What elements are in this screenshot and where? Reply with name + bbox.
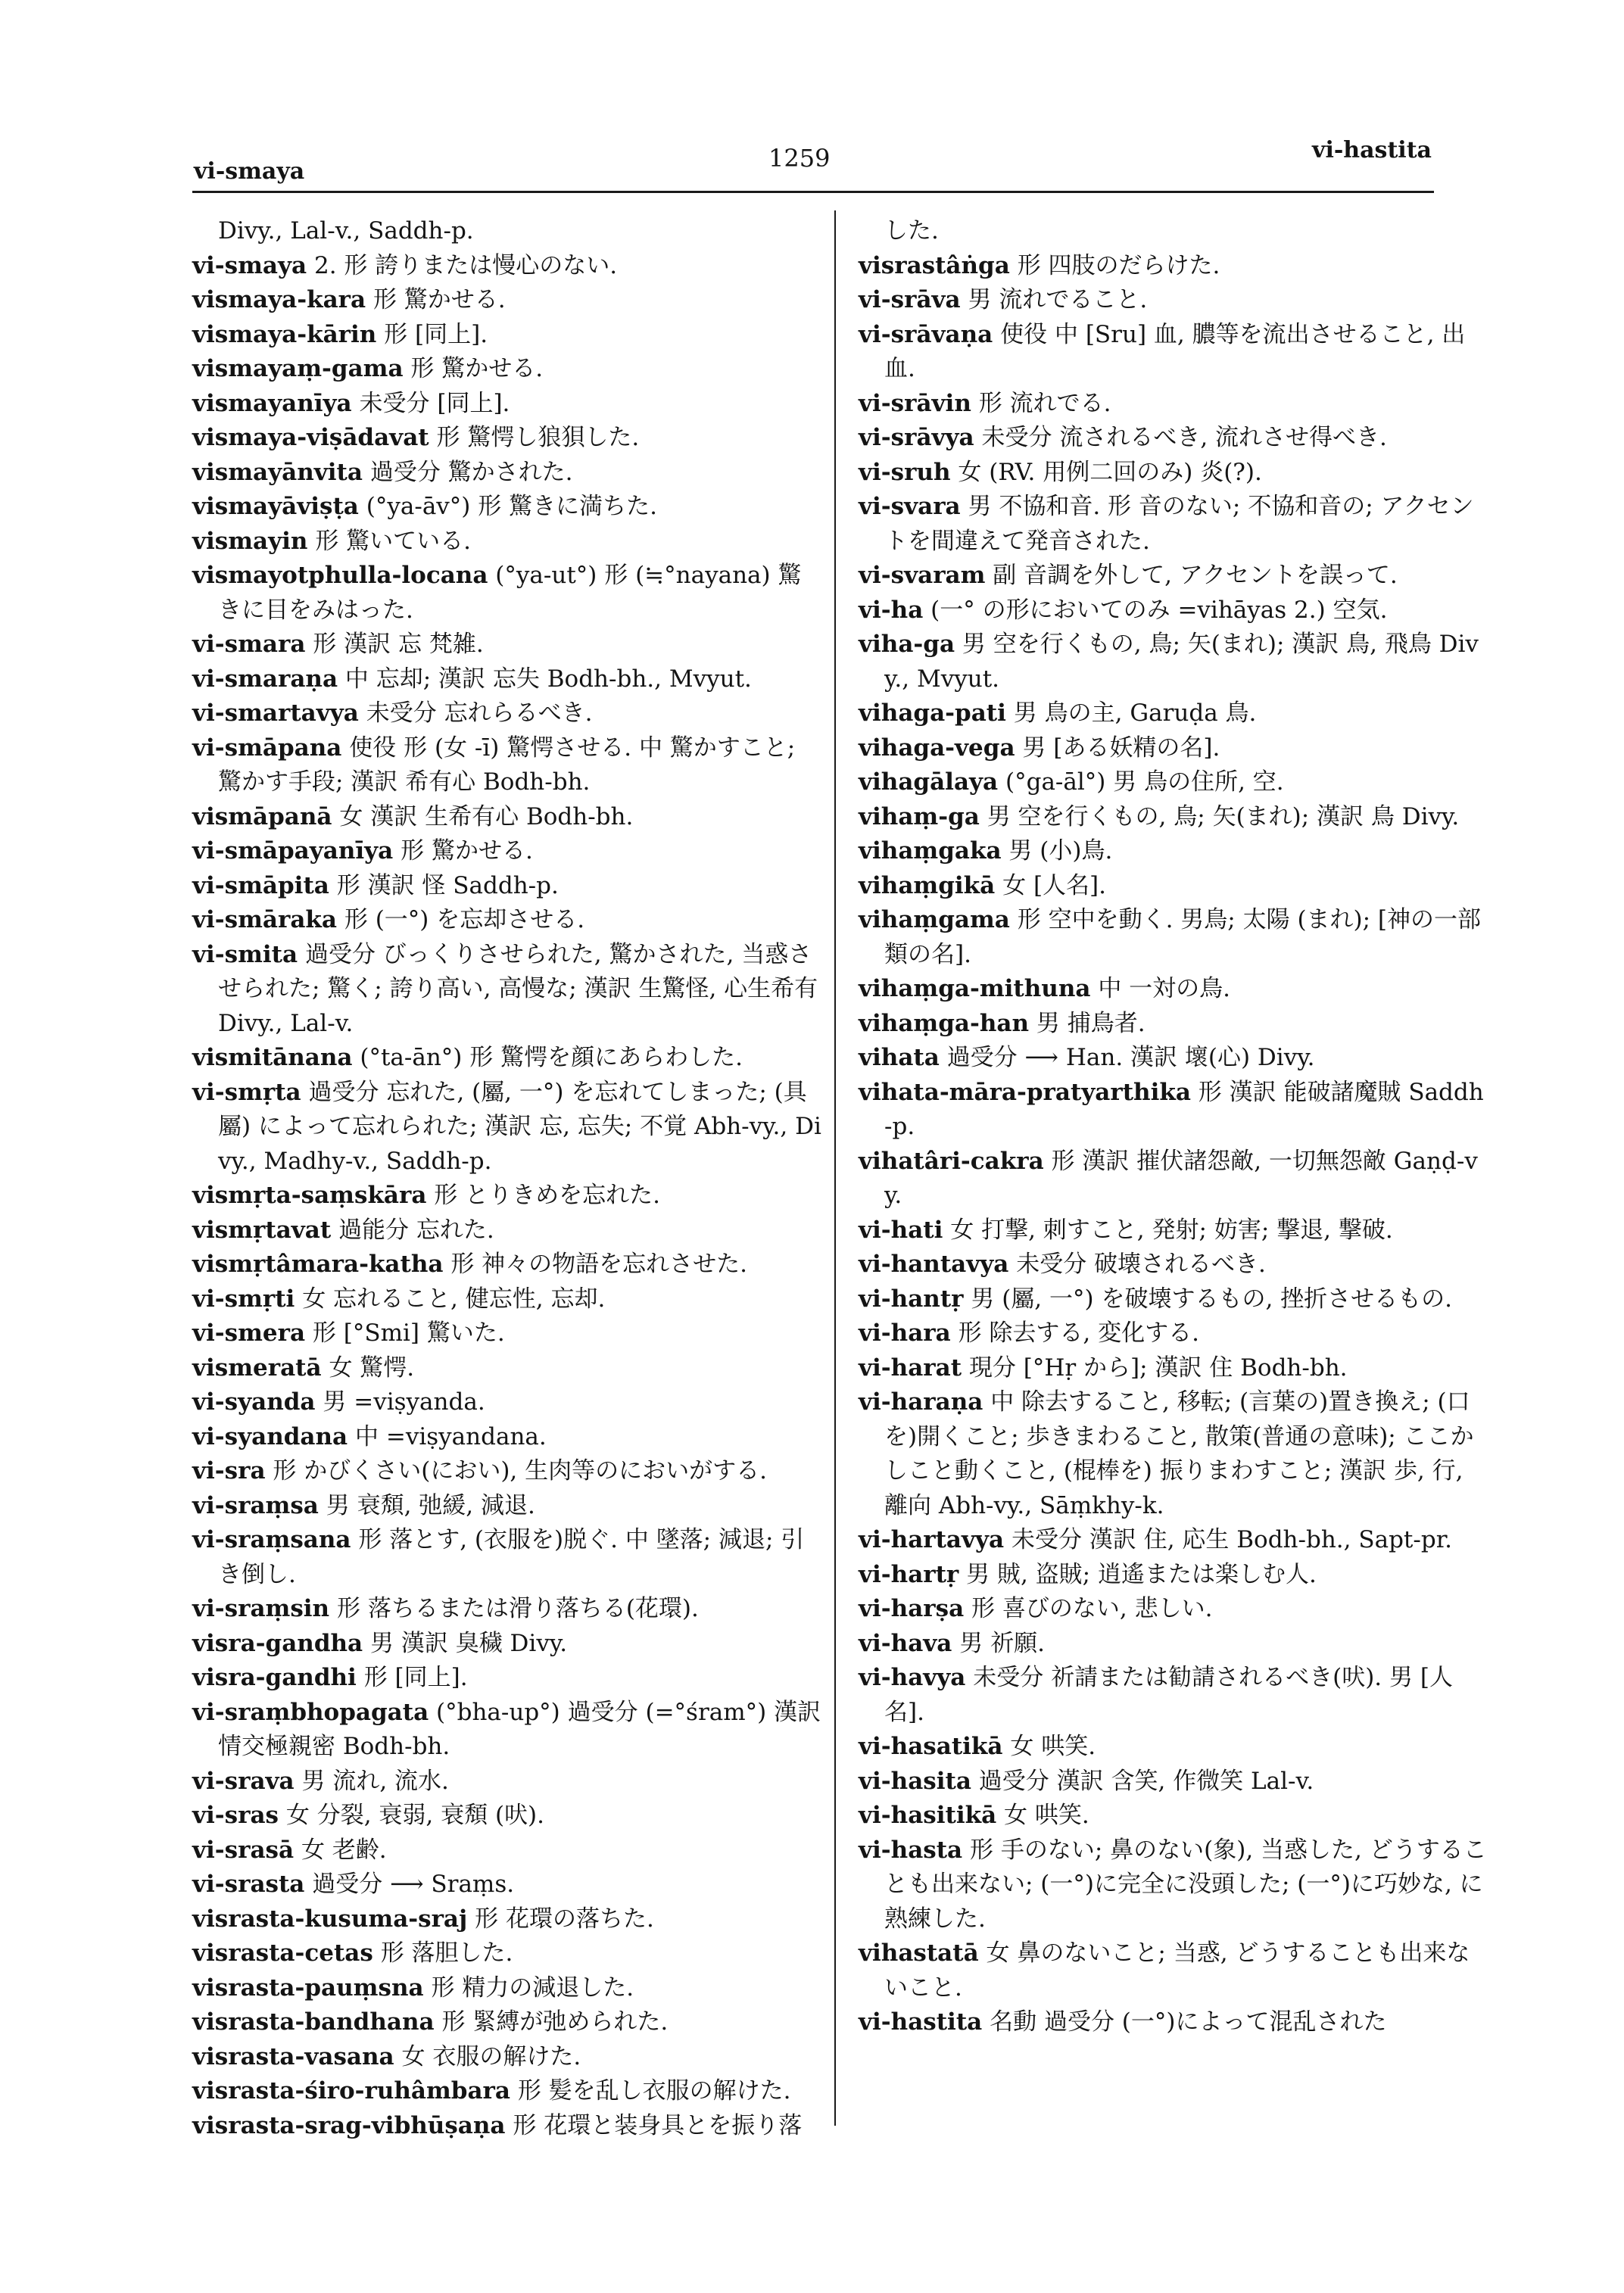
entry-headword: vi-sra: [192, 1457, 266, 1485]
entry-definition: 2. 形 誇りまたは慢心のない.: [313, 251, 618, 279]
dictionary-entry: [192, 1179, 822, 1213]
entry-definition: 男 (小)鳥.: [1008, 837, 1113, 865]
entry-definition: 形 かびくさい(におい), 生肉等のにおいがする.: [273, 1457, 767, 1485]
entry-headword: vihaṃga-han: [859, 1009, 1030, 1037]
entry-definition: 過受分 びっくりさせられた, 驚かされた, 当惑させられた; 驚く; 誇り高い, 高慢な; 漢訳 生驚怪, 心生希有 Divy., Lal-v.: [218, 940, 818, 1037]
entry-definition: (°ya-ut°) 形 (≒°nayana) 驚きに目をみはった.: [218, 562, 802, 624]
entry-definition: 未受分 漢訳 住, 応生 Bodh-bh., Sapt-pr.: [1011, 1526, 1452, 1553]
dictionary-entry: [859, 1282, 1488, 1317]
entry-definition: 現分 [°Hṛ から]; 漢訳 住 Bodh-bh.: [968, 1354, 1348, 1382]
dictionary-entry: [859, 1041, 1488, 1076]
entry-headword: vi-sras: [192, 1802, 279, 1829]
right-column: [859, 214, 1488, 2040]
entry-headword: vi-smara: [192, 631, 306, 658]
dictionary-entry: [859, 1076, 1488, 1145]
entry-headword: vismāpanā: [192, 802, 332, 830]
dictionary-entry: [859, 594, 1488, 628]
dictionary-entry: [859, 903, 1488, 972]
entry-definition: 女 鼻のないこと; 当惑, どうすることも出来ないこと.: [884, 1939, 1470, 2002]
dictionary-entry: [859, 731, 1488, 766]
entry-headword: vihaṃga-mithuna: [859, 975, 1091, 1002]
entry-definition: 形 手のない; 鼻のない(象), 当惑した, どうすることも出来ない; (一°)に完全に没頭した; (一°)に巧妙な, に熟練した.: [884, 1836, 1487, 1933]
dictionary-entry: [859, 421, 1488, 456]
entry-headword: vismṛtâmara-katha: [192, 1251, 444, 1278]
entry-definition: (°bha-up°) 過受分 (=°śram°) 漢訳 情交極親密 Bodh-bh.: [218, 1698, 821, 1760]
dictionary-entry: [192, 249, 822, 284]
entry-headword: vi-sraṃbhopagata: [192, 1698, 429, 1726]
dictionary-entry: [192, 1420, 822, 1455]
dictionary-entry: [859, 490, 1488, 559]
entry-definition: 中 =viṣyandana.: [355, 1422, 547, 1450]
entry-headword: vismaya-kara: [192, 286, 366, 313]
dictionary-entry: [192, 1523, 822, 1592]
dictionary-entry: [192, 1248, 822, 1282]
entry-headword: vi-smṛta: [192, 1078, 301, 1106]
entry-headword: vi-hati: [859, 1216, 943, 1244]
column-divider: [834, 210, 836, 2126]
entry-definition: 形 驚いている.: [315, 527, 472, 555]
dictionary-entry: [859, 1213, 1488, 1248]
entry-headword: visrasta-srag-vibhūṣaṇa: [192, 2111, 506, 2139]
header-rule: [192, 191, 1434, 193]
entry-headword: vismaya-viṣādavat: [192, 424, 429, 451]
dictionary-entry: [192, 938, 822, 1042]
dictionary-entry: [859, 559, 1488, 594]
dictionary-entry: [192, 2005, 822, 2040]
entry-definition: 過受分 漢訳 含笑, 作微笑 Lal-v.: [978, 1767, 1314, 1795]
entry-definition: 男 (屬, 一°) を破壊するもの, 挫折させるもの.: [971, 1285, 1453, 1313]
dictionary-entry: [859, 283, 1488, 318]
dictionary-entry: [192, 1454, 822, 1489]
entry-definition: 使役 中 [Sru] 血, 膿等を流出させること, 出血.: [884, 320, 1466, 382]
entry-headword: vi-syanda: [192, 1388, 316, 1416]
dictionary-entry: [192, 628, 822, 662]
entry-definition: 未受分 破壊されるべき.: [1016, 1251, 1266, 1278]
dictionary-entry: [192, 1385, 822, 1420]
entry-definition: 形 (一°) を忘却させる.: [344, 906, 585, 933]
entry-headword: vi-syandana: [192, 1422, 348, 1450]
entry-headword: viha-ga: [859, 631, 955, 658]
dictionary-entry: [192, 696, 822, 731]
entry-headword: vismṛtavat: [192, 1216, 332, 1244]
entry-definition: (°ya-āv°) 形 驚きに満ちた.: [366, 493, 657, 520]
entry-definition: 形 精力の減退した.: [431, 1974, 634, 2002]
entry-headword: vismayanīya: [192, 389, 352, 417]
entry-headword: vihagālaya: [859, 768, 999, 796]
entry-headword: vi-srāvaṇa: [859, 320, 993, 348]
entry-definition: 男 空を行くもの, 鳥; 矢(まれ); 漢訳 鳥, 飛鳥 Divy., Mvyut.: [884, 631, 1479, 693]
entry-headword: vi-hava: [859, 1629, 952, 1657]
dictionary-entry: [192, 1282, 822, 1317]
entry-definition: した.: [884, 217, 939, 245]
entry-definition: 男 =viṣyanda.: [323, 1388, 485, 1416]
entry-headword: vi-hara: [859, 1319, 951, 1347]
entry-definition: 女 [人名].: [1002, 871, 1106, 899]
dictionary-entry: [192, 1041, 822, 1076]
entry-definition: 女 漢訳 生希有心 Bodh-bh.: [339, 802, 634, 830]
dictionary-entry: [192, 352, 822, 387]
dictionary-entry: [859, 1765, 1488, 1799]
entry-definition: 形 花環の落ちた.: [475, 1905, 654, 1933]
entry-headword: vi-sraṃsin: [192, 1595, 330, 1622]
dictionary-entry: [192, 1902, 822, 1937]
entry-definition: 形 漢訳 摧伏諸怨敵, 一切無怨敵 Gaṇḍ-vy.: [884, 1147, 1478, 1209]
entry-headword: vi-smāraka: [192, 906, 337, 933]
entry-headword: vi-svaram: [859, 562, 986, 589]
entry-definition: 使役 形 (女 -ī) 驚愕させる. 中 驚かすこと; 驚かす手段; 漢訳 希有心 Bodh-bh.: [218, 734, 796, 796]
dictionary-entry: [859, 1248, 1488, 1282]
entry-definition: 形 とりきめを忘れた.: [434, 1182, 661, 1209]
left-column: [192, 214, 822, 2143]
entry-headword: vi-harṣa: [859, 1595, 965, 1622]
entry-definition: 形 四肢のだらけた.: [1017, 251, 1220, 279]
dictionary-entry: [192, 1696, 822, 1765]
dictionary-entry: [192, 834, 822, 869]
dictionary-entry: [192, 1213, 822, 1248]
entry-headword: vi-smartavya: [192, 699, 359, 727]
entry-headword: vi-hastita: [859, 2008, 983, 2036]
dictionary-entry: [859, 834, 1488, 869]
entry-headword: vi-sraṃsa: [192, 1491, 319, 1519]
entry-definition: Divy., Lal-v., Saddh-p.: [218, 217, 474, 245]
dictionary-entry: [859, 1592, 1488, 1627]
entry-headword: vismayaṃ-gama: [192, 355, 404, 382]
dictionary-entry: [859, 1627, 1488, 1662]
entry-definition: 形 空中を動く. 男鳥; 太陽 (まれ); [神の一部類の名].: [884, 906, 1482, 968]
dictionary-entry: [859, 1316, 1488, 1351]
entry-definition: 未受分 [同上].: [359, 389, 510, 417]
entry-definition: 女 哄笑.: [1010, 1733, 1096, 1760]
entry-definition: 形 [同上].: [363, 1664, 468, 1691]
entry-headword: vi-smāpayanīya: [192, 837, 394, 865]
entry-headword: vi-ha: [859, 596, 924, 624]
entry-headword: vi-hartavya: [859, 1526, 1005, 1553]
dictionary-entry: [859, 869, 1488, 904]
entry-headword: vi-smāpita: [192, 871, 329, 899]
entry-definition: 女 老齢.: [301, 1836, 387, 1864]
entry-definition: 過能分 忘れた.: [338, 1216, 494, 1244]
entry-definition: 男 空を行くもの, 鳥; 矢(まれ); 漢訳 鳥 Divy.: [987, 802, 1460, 830]
entry-definition: 男 捕鳥者.: [1036, 1009, 1146, 1037]
entry-headword: vihaga-vega: [859, 734, 1015, 762]
entry-headword: vi-sraṃsana: [192, 1526, 351, 1553]
running-head-left: vi-smaya: [194, 158, 305, 185]
dictionary-entry: [192, 1868, 822, 1902]
entry-headword: vi-smera: [192, 1319, 306, 1347]
dictionary-entry: [192, 1765, 822, 1799]
entry-definition: 過受分 驚かされた.: [369, 458, 573, 486]
dictionary-entry: [192, 1489, 822, 1524]
entry-definition: 形 [同上].: [384, 320, 488, 348]
entry-definition: 中 一対の鳥.: [1098, 975, 1231, 1002]
entry-definition: 形 漢訳 能破諸魔賊 Saddh-p.: [884, 1078, 1484, 1140]
entry-definition: (°ga-āl°) 男 鳥の住所, 空.: [1005, 768, 1284, 796]
dictionary-entry: [859, 628, 1488, 696]
entry-headword: visrasta-vasana: [192, 2042, 394, 2070]
entry-definition: 形 漢訳 怪 Saddh-p.: [336, 871, 559, 899]
entry-headword: visrasta-kusuma-sraj: [192, 1905, 468, 1933]
entry-definition: 男 祈願.: [959, 1629, 1045, 1657]
entry-definition: 形 落ちるまたは滑り落ちる(花環).: [336, 1595, 699, 1622]
dictionary-entry: [859, 1523, 1488, 1558]
dictionary-entry: [859, 1007, 1488, 1042]
entry-definition: 形 神々の物語を忘れさせた.: [450, 1251, 748, 1278]
dictionary-entry: [192, 456, 822, 491]
entry-definition: 形 [°Smi] 驚いた.: [312, 1319, 505, 1347]
entry-definition: 形 花環と装身具とを振り落: [513, 2111, 803, 2139]
entry-definition: 未受分 祈請または勧請されるべき(吠). 男 [人名].: [884, 1664, 1453, 1726]
entry-headword: vi-hantṛ: [859, 1285, 964, 1313]
entry-definition: 形 驚かせる.: [372, 286, 506, 313]
entry-definition: 形 落胆した.: [380, 1939, 513, 1967]
entry-headword: vi-sruh: [859, 458, 951, 486]
dictionary-entry: [192, 1799, 822, 1833]
entry-headword: vi-srasā: [192, 1836, 295, 1864]
dictionary-entry: [192, 1316, 822, 1351]
dictionary-entry: [192, 731, 822, 800]
entry-headword: vismitānana: [192, 1044, 353, 1071]
entry-definition: 過受分 忘れた, (屬, 一°) を忘れてしまった; (具 屬) によって忘れられた; 漢訳 忘, 忘失; 不覚 Abh-vy., Divy., Madhy-v., Saddh-p.: [218, 1078, 821, 1175]
entry-definition: 過受分 ⟶ Sraṃs.: [312, 1871, 515, 1898]
entry-definition: 副 音調を外して, アクセントを誤って.: [993, 562, 1398, 589]
entry-headword: vi-smaya: [192, 251, 307, 279]
entry-headword: vismayin: [192, 527, 308, 555]
entry-definition: 形 髪を乱し衣服の解けた.: [517, 2077, 791, 2105]
entry-headword: vihata-māra-pratyarthika: [859, 1078, 1191, 1106]
entry-headword: vi-hasatikā: [859, 1733, 1003, 1760]
dictionary-entry: [192, 2109, 822, 2144]
entry-headword: vi-hasitikā: [859, 1802, 997, 1829]
dictionary-entry: [192, 800, 822, 835]
entry-headword: vihata: [859, 1044, 940, 1071]
entry-headword: vi-hasta: [859, 1836, 963, 1864]
dictionary-entry: [192, 1661, 822, 1696]
entry-headword: vismayāviṣṭa: [192, 493, 359, 520]
dictionary-entry: [192, 1076, 822, 1179]
entry-definition: 形 緊縛が弛められた.: [441, 2008, 669, 2036]
entry-definition: 男 不協和音. 形 音のない; 不協和音の; アクセントを間違えて発音された.: [884, 493, 1474, 555]
dictionary-entry: [192, 318, 822, 353]
entry-headword: vi-smaraṇa: [192, 665, 338, 693]
dictionary-entry: [192, 2074, 822, 2109]
dictionary-entry: [859, 1936, 1488, 2005]
dictionary-entry: [859, 696, 1488, 731]
dictionary-entry: [859, 800, 1488, 835]
entry-definition: 過受分 ⟶ Han. 漢訳 壞(心) Divy.: [946, 1044, 1315, 1071]
dictionary-entry: [192, 525, 822, 559]
dictionary-entry: [859, 1730, 1488, 1765]
dictionary-entry: [192, 559, 822, 628]
entry-headword: vihastatā: [859, 1939, 979, 1967]
entry-headword: vi-srava: [192, 1767, 295, 1795]
entry-definition: 未受分 流されるべき, 流れさせ得べき.: [981, 424, 1387, 451]
entry-definition: 男 [ある妖精の名].: [1022, 734, 1220, 762]
dictionary-entry: [859, 972, 1488, 1007]
entry-headword: vi-srāva: [859, 286, 961, 313]
entry-definition: 男 流れでること.: [968, 286, 1148, 313]
dictionary-entry: [192, 387, 822, 422]
entry-definition: (°ta-ān°) 形 驚愕を顔にあらわした.: [360, 1044, 743, 1071]
entry-headword: visrasta-śiro-ruhâmbara: [192, 2077, 510, 2105]
dictionary-entry: [859, 1351, 1488, 1386]
dictionary-entry: [859, 214, 1488, 249]
entry-definition: 形 驚かせる.: [401, 837, 533, 865]
dictionary-entry: [192, 1936, 822, 1971]
entry-headword: vi-haraṇa: [859, 1388, 983, 1416]
entry-headword: vi-svara: [859, 493, 961, 520]
entry-headword: vi-hasita: [859, 1767, 971, 1795]
entry-headword: visrastâṅga: [859, 251, 1010, 279]
dictionary-entry: [859, 1558, 1488, 1593]
dictionary-entry: [192, 283, 822, 318]
entry-headword: vihaṃgaka: [859, 837, 1002, 865]
entry-definition: 女 哄笑.: [1004, 1802, 1089, 1829]
entry-headword: visra-gandha: [192, 1629, 363, 1657]
dictionary-entry: [859, 765, 1488, 800]
entry-definition: 男 流れ, 流水.: [301, 1767, 449, 1795]
entry-headword: visra-gandhi: [192, 1664, 357, 1691]
dictionary-entry: [859, 1833, 1488, 1937]
entry-headword: vi-smita: [192, 940, 298, 968]
dictionary-entry: [192, 1833, 822, 1868]
entry-definition: 男 衰頽, 弛緩, 減退.: [326, 1491, 535, 1519]
entry-definition: 男 賊, 盗賊; 逍遙または楽しむ人.: [966, 1560, 1317, 1588]
dictionary-entry: [192, 869, 822, 904]
entry-headword: vi-havya: [859, 1664, 966, 1691]
entry-definition: 形 驚愕し狼狽した.: [436, 424, 640, 451]
dictionary-entry: [192, 421, 822, 456]
entry-headword: vihatâri-cakra: [859, 1147, 1044, 1175]
dictionary-entry: [859, 1145, 1488, 1213]
dictionary-entry: [859, 2005, 1488, 2040]
entry-definition: 形 流れでる.: [978, 389, 1111, 417]
entry-definition: 形 漢訳 忘 梵雑.: [313, 631, 484, 658]
entry-definition: 形 驚かせる.: [410, 355, 544, 382]
entry-definition: 女 忘れること, 健忘性, 忘却.: [302, 1285, 606, 1313]
entry-definition: 男 鳥の主, Garuḍa 鳥.: [1013, 699, 1257, 727]
entry-headword: vismṛta-saṃskāra: [192, 1182, 427, 1209]
entry-headword: vi-hantavya: [859, 1251, 1009, 1278]
dictionary-entry: [192, 1592, 822, 1627]
entry-definition: 中 忘却; 漢訳 忘失 Bodh-bh., Mvyut.: [344, 665, 752, 693]
running-head-right: vi-hastita: [1312, 137, 1432, 164]
entry-headword: vi-smāpana: [192, 734, 342, 762]
entry-definition: 形 除去する, 変化する.: [958, 1319, 1199, 1347]
entry-headword: vi-harat: [859, 1354, 962, 1382]
entry-headword: vismaya-kārin: [192, 320, 377, 348]
entry-headword: visrasta-bandhana: [192, 2008, 435, 2036]
dictionary-entry: [192, 2040, 822, 2075]
page-number: 1259: [768, 144, 831, 173]
dictionary-entry: [859, 1661, 1488, 1730]
entry-definition: 女 分裂, 衰弱, 衰頽 (吠).: [285, 1802, 545, 1829]
entry-definition: 形 喜びのない, 悲しい.: [971, 1595, 1213, 1622]
dictionary-entry: [192, 662, 822, 697]
dictionary-entry: [859, 318, 1488, 387]
entry-definition: 女 衣服の解けた.: [401, 2042, 581, 2070]
dictionary-entry: [859, 456, 1488, 491]
dictionary-entry: [192, 1971, 822, 2006]
entry-headword: vismayotphulla-locana: [192, 562, 488, 589]
entry-definition: 名動 過受分 (一°)によって混乱された: [990, 2008, 1387, 2036]
entry-definition: 女 驚愕.: [329, 1354, 415, 1382]
dictionary-entry: [192, 903, 822, 938]
dictionary-entry: [192, 1351, 822, 1386]
entry-definition: 未受分 忘れらるべき.: [366, 699, 593, 727]
dictionary-entry: [859, 1385, 1488, 1523]
dictionary-entry: [192, 214, 822, 249]
dictionary-entry: [192, 490, 822, 525]
entry-headword: vi-srasta: [192, 1871, 305, 1898]
entry-headword: vi-smṛti: [192, 1285, 295, 1313]
dictionary-entry: [859, 1799, 1488, 1833]
entry-definition: 男 漢訳 臭穢 Divy.: [370, 1629, 568, 1657]
entry-headword: vihaṃgama: [859, 906, 1010, 933]
entry-headword: vihaga-pati: [859, 699, 1006, 727]
dictionary-entry: [192, 1627, 822, 1662]
entry-definition: 形 落とす, (衣服を)脱ぐ. 中 墜落; 減退; 引き倒し.: [218, 1526, 805, 1588]
dictionary-entry: [859, 387, 1488, 422]
entry-definition: 女 (RV. 用例二回のみ) 炎(?).: [958, 458, 1262, 486]
dictionary-entry: [859, 249, 1488, 284]
entry-headword: vi-srāvin: [859, 389, 971, 417]
entry-headword: vismayānvita: [192, 458, 363, 486]
entry-headword: vihaṃ-ga: [859, 802, 980, 830]
entry-headword: vihaṃgikā: [859, 871, 996, 899]
entry-definition: 中 除去すること, 移転; (言葉の)置き換え; (口を)開くこと; 歩きまわること, 散策(普通の意味); ここかしこと動くこと, (棍棒を) 振りまわすこと; 漢訳 歩, 行, 離向 Abh-vy., Sāṃkhy-k.: [884, 1388, 1474, 1519]
entry-headword: visrasta-pauṃsna: [192, 1974, 424, 2002]
entry-definition: (一° の形においてのみ =vihāyas 2.) 空気.: [930, 596, 1388, 624]
entry-headword: vi-srāvya: [859, 424, 974, 451]
entry-definition: 女 打撃, 刺すこと, 発射; 妨害; 撃退, 撃破.: [950, 1216, 1393, 1244]
entry-headword: visrasta-cetas: [192, 1939, 373, 1967]
entry-headword: vismeratā: [192, 1354, 322, 1382]
entry-headword: vi-hartṛ: [859, 1560, 959, 1588]
